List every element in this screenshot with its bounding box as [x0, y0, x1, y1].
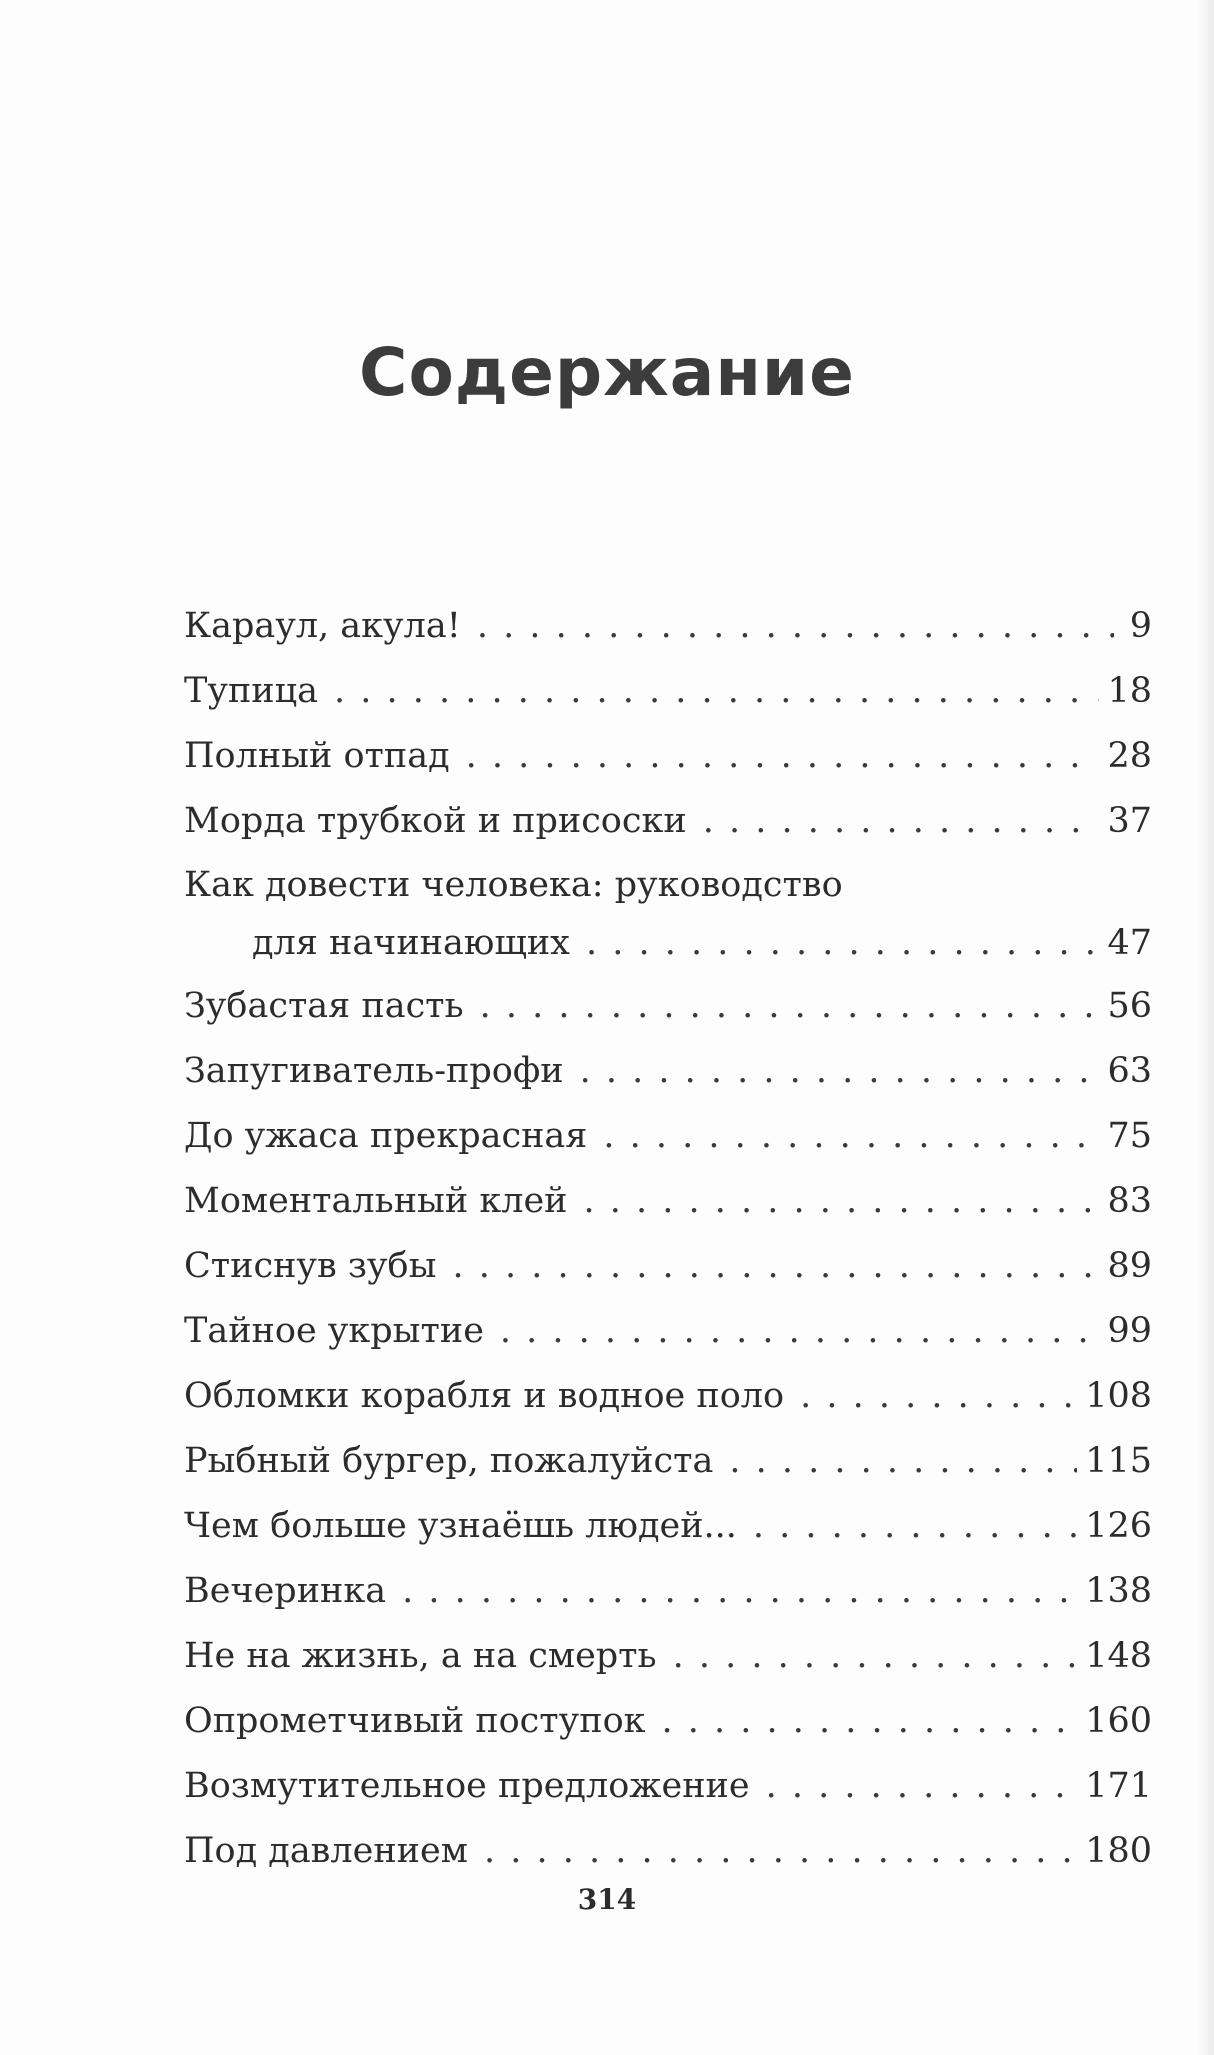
- page-number: 314: [577, 1883, 637, 1916]
- table-of-contents: [184, 594, 1152, 1884]
- toc-entry-title: Возмутительное предложение: [184, 1766, 750, 1806]
- toc-entry-page: 47: [1107, 923, 1152, 963]
- toc-entry: [184, 1104, 1152, 1169]
- toc-leader-dots: [580, 1039, 1100, 1104]
- toc-leader-dots: [466, 724, 1100, 789]
- toc-entry-title: Запугиватель-профи: [184, 1051, 564, 1091]
- toc-leader-dots: [662, 1689, 1078, 1754]
- toc-entry-title: До ужаса прекрасная: [184, 1116, 588, 1156]
- toc-entry: [184, 1754, 1152, 1819]
- toc-leader-dots: [673, 1624, 1078, 1689]
- toc-leader-dots: [583, 1169, 1099, 1234]
- toc-entry-title: Под давлением: [184, 1831, 468, 1871]
- toc-leader-dots: [500, 1299, 1100, 1364]
- toc-entry: [184, 659, 1152, 724]
- toc-entry: [184, 1689, 1152, 1754]
- toc-entry-page: 28: [1107, 736, 1152, 776]
- toc-entry: [184, 1494, 1152, 1559]
- toc-entry-title: Тайное укрытие: [184, 1311, 484, 1351]
- toc-entry-title: Стиснув зубы: [184, 1246, 437, 1286]
- toc-entry-title: Полный отпад: [184, 736, 450, 776]
- toc-entry: [184, 1299, 1152, 1364]
- toc-leader-dots: [603, 1104, 1099, 1169]
- toc-entry-title: Чем больше узнаёшь людей...: [184, 1506, 737, 1546]
- toc-entry: [184, 1039, 1152, 1104]
- toc-entry-title-continued: для начинающих: [252, 923, 570, 963]
- toc-entry-title: Караул, акула!: [184, 606, 461, 646]
- toc-entry-title: Как довести человека: руководство: [184, 865, 843, 905]
- toc-entry-title: Вечеринка: [184, 1571, 387, 1611]
- toc-entry-title: Рыбный бургер, пожалуйста: [184, 1441, 714, 1481]
- toc-entry-page: 126: [1085, 1506, 1152, 1546]
- toc-entry: [184, 1169, 1152, 1234]
- toc-entry: [184, 594, 1152, 659]
- toc-entry-title: Опрометчивый поступок: [184, 1701, 646, 1741]
- toc-entry: [184, 1559, 1152, 1624]
- toc-entry: [184, 724, 1152, 789]
- toc-entry: [184, 1234, 1152, 1299]
- toc-entry-page: 115: [1085, 1441, 1152, 1481]
- toc-leader-dots: [480, 974, 1100, 1039]
- toc-entry-page: 138: [1085, 1571, 1152, 1611]
- toc-leader-dots: [586, 912, 1100, 974]
- toc-leader-dots: [452, 1234, 1099, 1299]
- toc-entry-page: 56: [1107, 986, 1152, 1026]
- toc-entry-page: 180: [1085, 1831, 1152, 1871]
- toc-entry-title: Зубастая пасть: [184, 986, 464, 1026]
- toc-leader-dots: [477, 594, 1114, 659]
- toc-entry: [184, 1364, 1152, 1429]
- toc-entry: [184, 974, 1152, 1039]
- toc-leader-dots: [753, 1494, 1077, 1559]
- toc-entry-page: 63: [1107, 1051, 1152, 1091]
- page-edge: [1194, 0, 1214, 2055]
- toc-entry-page: 83: [1107, 1181, 1152, 1221]
- toc-entry-page: 75: [1107, 1116, 1152, 1156]
- toc-entry: [184, 854, 1152, 974]
- toc-leader-dots: [766, 1754, 1078, 1819]
- toc-entry: [184, 1819, 1152, 1884]
- toc-entry: [184, 789, 1152, 854]
- toc-entry: [184, 1624, 1152, 1689]
- toc-entry: [184, 1429, 1152, 1494]
- toc-entry-page: 9: [1129, 606, 1152, 646]
- toc-entry-page: 99: [1107, 1311, 1152, 1351]
- toc-entry-title: Моментальный клей: [184, 1181, 568, 1221]
- toc-leader-dots: [484, 1819, 1077, 1884]
- toc-leader-dots: [334, 659, 1099, 724]
- toc-entry-title: Морда трубкой и присоски: [184, 801, 687, 841]
- toc-entry-page: 171: [1085, 1766, 1152, 1806]
- toc-leader-dots: [800, 1364, 1077, 1429]
- toc-entry-title: Тупица: [184, 671, 318, 711]
- toc-entry-page: 37: [1107, 801, 1152, 841]
- toc-leader-dots: [729, 1429, 1077, 1494]
- toc-entry-title: Не на жизнь, а на смерть: [184, 1636, 657, 1676]
- toc-entry-page: 160: [1085, 1701, 1152, 1741]
- toc-entry-page: 148: [1085, 1636, 1152, 1676]
- toc-entry-continuation: [184, 912, 1152, 974]
- toc-leader-dots: [402, 1559, 1077, 1624]
- toc-entry-title: Обломки корабля и водное поло: [184, 1376, 785, 1416]
- toc-entry-page: 18: [1107, 671, 1152, 711]
- toc-entry-page: 108: [1085, 1376, 1152, 1416]
- toc-leader-dots: [703, 789, 1100, 854]
- page-title: Содержание: [359, 334, 855, 411]
- toc-entry-page: 89: [1107, 1246, 1152, 1286]
